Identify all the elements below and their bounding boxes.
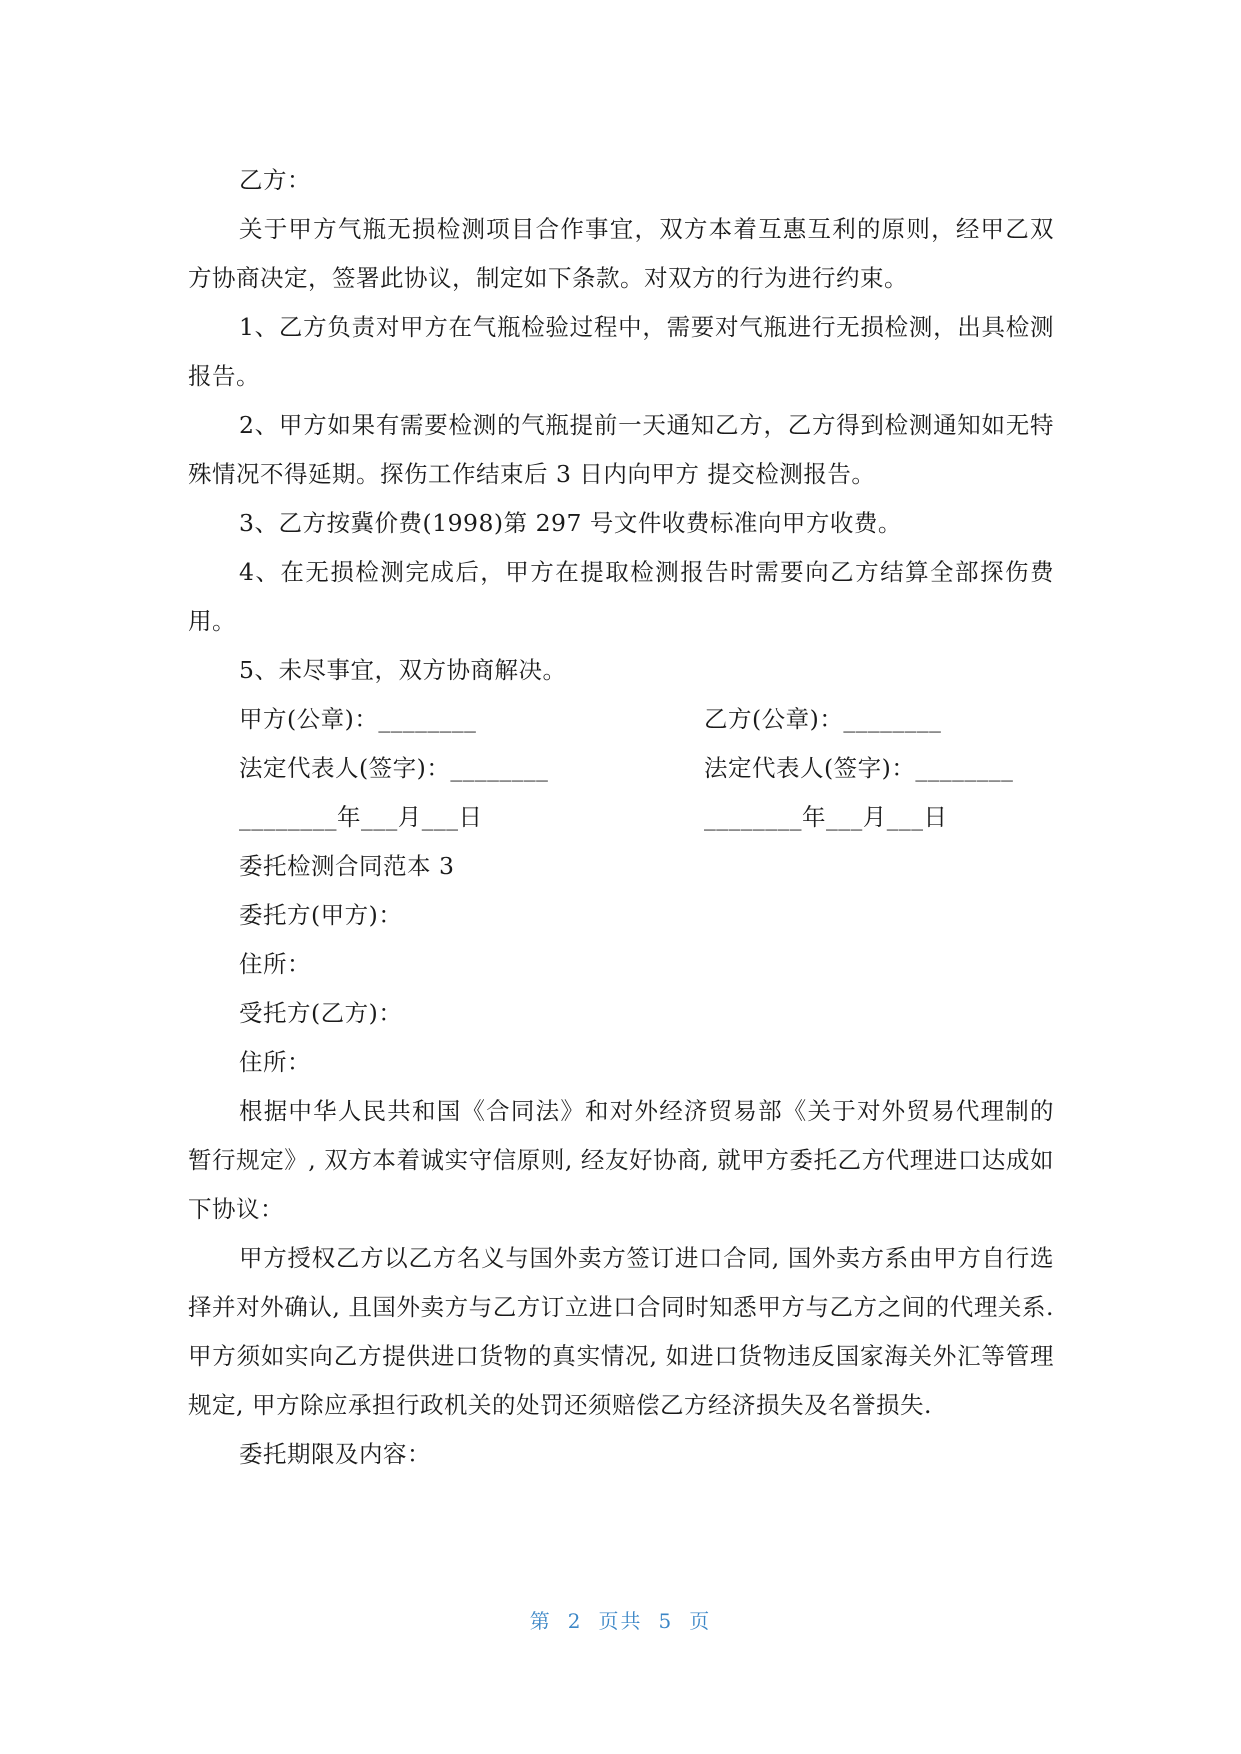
paragraph: 关于甲方气瓶无损检测项目合作事宜，双方本着互惠互利的原则，经甲乙双方协商决定，签署此协议，制定如下条款。对双方的行为进行约束。 — [188, 215, 1054, 292]
party-b-representative: 法定代表人(签字)：________ — [704, 754, 1014, 782]
paragraph: 委托方(甲方)： — [239, 901, 403, 929]
paragraph: 根据中华人民共和国《合同法》和对外经济贸易部《关于对外贸易代理制的暂行规定》, 双方本着诚实守信原则, 经友好协商, 就甲方委托乙方代理进口达成如下协议： — [188, 1097, 1054, 1223]
footer-word-page: 第 — [529, 1609, 552, 1633]
paragraph: 5、未尽事宜，双方协商解决。 — [239, 656, 567, 684]
paragraph: 住所： — [239, 950, 311, 978]
party-a-date: ________年___月___日 — [239, 803, 483, 831]
paragraph: 住所： — [239, 1048, 311, 1076]
paragraph: 委托期限及内容： — [239, 1440, 431, 1468]
party-b-date: ________年___月___日 — [704, 803, 948, 831]
paragraph: 乙方： — [239, 166, 311, 194]
footer-page-number: 2 — [567, 1609, 583, 1633]
paragraph: 甲方授权乙方以乙方名义与国外卖方签订进口合同, 国外卖方系由甲方自行选择并对外确认, 且国外卖方与乙方订立进口合同时知悉甲方与乙方之间的代理关系. 甲方须如实向乙方提供进口货物的真实情况, 如进口货物违反国家海关外汇等管理规定, 甲方除应承担行政机关的处罚还须赔偿乙方经济损失及名誉损失. — [188, 1244, 1054, 1419]
paragraph: 2、甲方如果有需要检测的气瓶提前一天通知乙方，乙方得到检测通知如无特殊情况不得延期。探伤工作结束后 3 日内向甲方 提交检测报告。 — [188, 411, 1054, 488]
party-a-seal: 甲方(公章)：________ — [239, 705, 477, 733]
paragraph: 4、在无损检测完成后，甲方在提取检测报告时需要向乙方结算全部探伤费用。 — [188, 558, 1054, 635]
paragraph: 3、乙方按冀价费(1998)第 297 号文件收费标准向甲方收费。 — [239, 509, 902, 537]
footer-total-pages: 5 — [658, 1609, 674, 1633]
paragraph: 受托方(乙方)： — [239, 999, 403, 1027]
party-b-seal: 乙方(公章)：________ — [704, 705, 942, 733]
footer-word-total: 页共 — [598, 1609, 643, 1633]
section-title: 委托检测合同范本 3 — [239, 852, 455, 880]
footer-word-end: 页 — [689, 1609, 712, 1633]
page-footer — [0, 1605, 1241, 1634]
signature-row-date — [188, 793, 1054, 842]
signature-row-seal — [188, 695, 1054, 744]
signature-row-representative — [188, 744, 1054, 793]
paragraph: 1、乙方负责对甲方在气瓶检验过程中，需要对气瓶进行无损检测，出具检测报告。 — [188, 313, 1054, 390]
party-a-representative: 法定代表人(签字)：________ — [239, 754, 549, 782]
document-body — [188, 156, 1054, 1479]
